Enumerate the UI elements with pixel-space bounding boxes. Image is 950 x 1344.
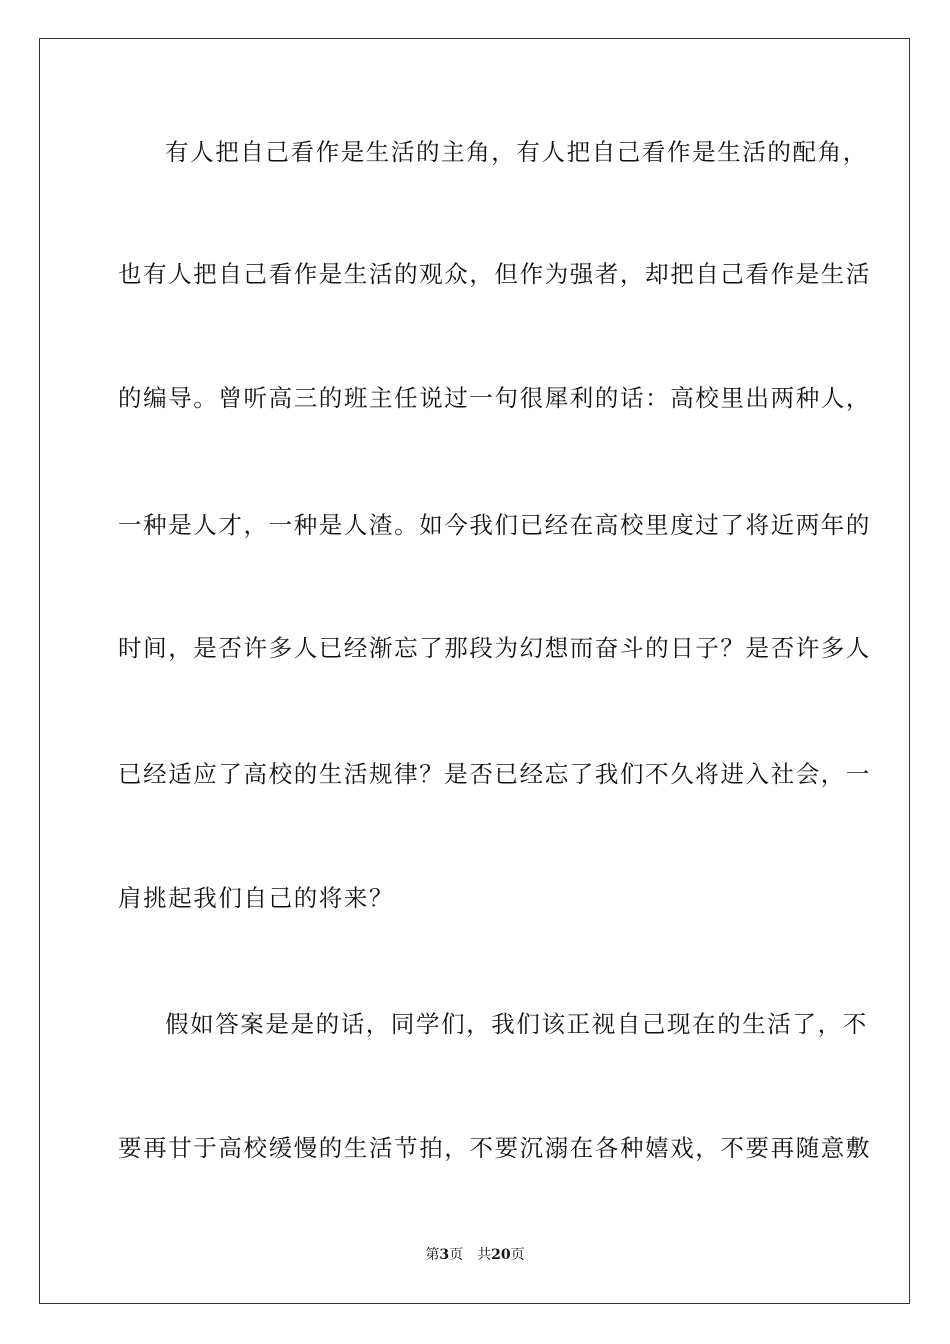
paragraph-1-line-7: 肩挑起我们自己的将来？ xyxy=(118,884,395,912)
page-label-suffix: 页 xyxy=(449,1247,464,1263)
paragraph-2-line-2: 要再甘于高校缓慢的生活节拍，不要沉溺在各种嬉戏，不要再随意敷 xyxy=(118,1134,871,1162)
total-pages: 20 xyxy=(491,1247,511,1263)
paragraph-1-line-2: 也有人把自己看作是生活的观众，但作为强者，却把自己看作是生活 xyxy=(118,260,871,288)
page-frame xyxy=(39,38,910,1304)
page-number: 3 xyxy=(439,1247,450,1263)
paragraph-1-line-3: 的编导。曾听高三的班主任说过一句很犀利的话：高校里出两种人， xyxy=(118,384,871,412)
page-label-prefix: 第 xyxy=(425,1247,440,1263)
paragraph-1-line-4: 一种是人才，一种是人渣。如今我们已经在高校里度过了将近两年的 xyxy=(118,511,871,539)
page-footer xyxy=(0,1246,950,1264)
paragraph-1-line-5: 时间，是否许多人已经渐忘了那段为幻想而奋斗的日子？是否许多人 xyxy=(118,634,871,662)
paragraph-1-line-1: 有人把自己看作是生活的主角，有人把自己看作是生活的配角， xyxy=(165,138,868,166)
total-label-suffix: 页 xyxy=(510,1247,525,1263)
total-label-prefix: 共 xyxy=(477,1247,492,1263)
paragraph-1-line-6: 已经适应了高校的生活规律？是否已经忘了我们不久将进入社会，一 xyxy=(118,760,871,788)
paragraph-2-line-1: 假如答案是是的话，同学们，我们该正视自己现在的生活了，不 xyxy=(165,1010,868,1038)
